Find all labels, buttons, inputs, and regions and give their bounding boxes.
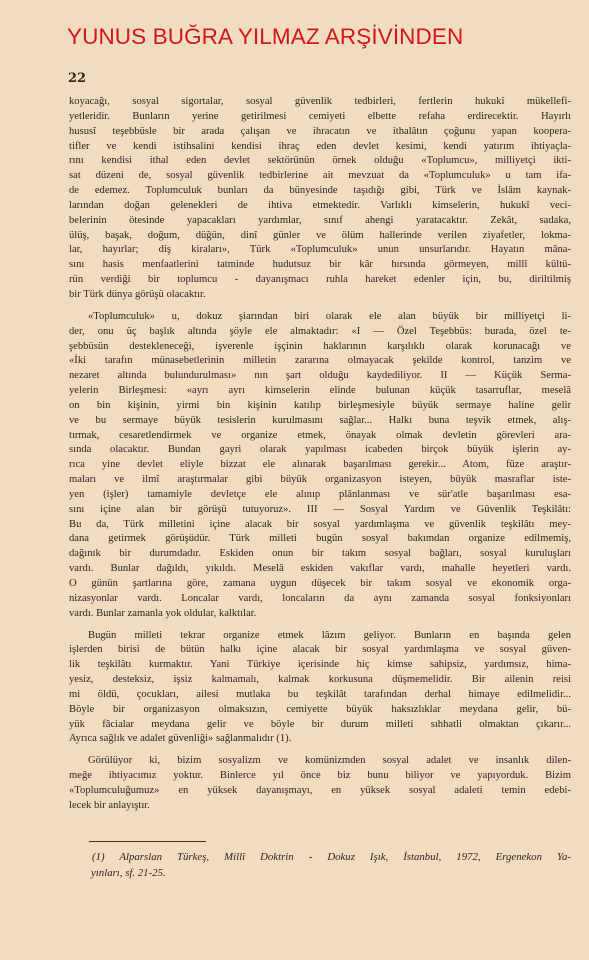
text-line: yelerin Birleşmesi: «ayrı ayrı kimselerin elinde bulunan küçük tasarruflar, meselâ bbox=[69, 385, 571, 397]
text-line: rını kendisi ithal eden devlet sektörünün örnek olduğu «Toplumcu», milliyetçi ikti- bbox=[69, 155, 571, 167]
text-line: rün verdiği bir toplumcu - dayanışmacı ruhla hareket edenler için, bu, diriltilmiş bbox=[69, 274, 571, 286]
text-line: dağınık bir durumdadır. Eskiden onun bir takım sosyal bağları, sosyal kuruluşları bbox=[69, 548, 571, 560]
text-line: Böyle bir organizasyon olmaksızın, cemiyette büyük haksızlıklar meydana gelir, bü- bbox=[69, 703, 571, 715]
text-line: larından doğan gelenekleri de ihtiva etmektedir. Varlıklı kimselerin, hukukî veci- bbox=[69, 199, 571, 211]
paragraph bbox=[69, 754, 571, 813]
text-line: lik teşkilâtı kurmaktır. Yani Türkiye içerisinde hiç kimse sahipsiz, yardımsız, hima- bbox=[69, 659, 571, 671]
text-line: mi öldü, çocukları, ailesi mutlaka bu teşkilât tarafından derhal himaye edilmelidir... bbox=[69, 688, 571, 700]
text-line: yetleridir. Bunların yerine getirilmesi cemiyeti elbette refaha erdirecektir. Hayırlı bbox=[69, 110, 571, 122]
text-line: de edemez. Toplumculuk bunları da bünyesinde taşıdığı gibi, Türk ve İslâm kaynak- bbox=[69, 185, 571, 197]
text-line: dana getirmek görüşüdür. Türk milleti bugün sosyal bakımdan organize edilmemiş, bbox=[69, 533, 571, 545]
paragraph bbox=[69, 629, 571, 748]
text-line: yen (işler) tamamiyle devletçe ele alınıp plânlanması ve sür'atle başarılması esa- bbox=[69, 488, 571, 500]
body-text bbox=[69, 95, 571, 814]
text-line: on bin kişinin, yirmi bin kişinin katılıp birleşmesiyle büyük sermaye haline gelir bbox=[69, 399, 571, 411]
text-line: belerinin ötesinde yapacakları yardımlar, sınıf ahengi yaratacaktır. Zekât, sadaka, bbox=[69, 214, 571, 226]
paragraph-gap bbox=[69, 303, 571, 310]
footnote-line: (1) Alparslan Türkeş, Millî Doktrin - Dokuz Işık, İstanbul, 1972, Ergenekon Ya- bbox=[92, 851, 571, 863]
text-line: «İki tarafın münasebetlerinin milletin zararına olmayacak şekilde kontrol, tanzim ve bbox=[69, 355, 571, 367]
text-line: O günün şartlarına göre, zamana uygun düşecek bir takım sosyal ve ekonomik orga- bbox=[69, 578, 571, 589]
text-line: Bu da, Türk milletini içine alacak bir sosyal yardımlaşma ve güvenlik teşkilâtı mey- bbox=[69, 518, 571, 530]
text-line: ülüş, başak, doğum, düğün, dinî günler ve ölüm hallerinde verilen ziyafetler, lokma- bbox=[69, 229, 571, 241]
text-line: meğe ihtiyacımız yoktur. Binlerce yıl önce biz bunu biliyor ve yapıyorduk. Bizim bbox=[69, 770, 571, 782]
text-line: der, onu üç başlık altında şöyle ele almaktadır: «I — Özel Teşebbüs: burada, özel te- bbox=[69, 325, 571, 337]
text-line: lecek bir anlayıştır. bbox=[69, 799, 150, 811]
text-line: lar, hayırlar; diş kiraları», Türk «Toplumculuk» unun unsurlarıdır. Hayatın mâna- bbox=[69, 244, 571, 256]
text-line: yesiz, desteksiz, işsiz kalmamalı, kalmak korkusuna düşmemelidir. Bir ailenin reisi bbox=[69, 674, 571, 686]
text-line: işlerden birisi de bütün halkı içine alacak bir sosyal yardımlaşma ve sosyal güven- bbox=[69, 644, 571, 656]
text-line: koyacağı, sosyal sigortalar, sosyal güvenlik tedbirleri, fertlerin hukukî mükellefi- bbox=[69, 96, 571, 107]
text-line: ve bu sermaye büyük tesislerin kurulmasını sağlar... Halkı buna teşvik etmek, alış- bbox=[69, 414, 571, 426]
text-line: «Toplumculuğumuz» en yüksek dayanışmayı, en yüksek sosyal adaleti temin edebi- bbox=[69, 784, 571, 796]
paragraph bbox=[69, 95, 571, 303]
paragraph-gap bbox=[69, 747, 571, 754]
text-line: tifler ve kendi istihsalini kendisi ihraç eden devlet kesimi, kendi yatırım ihtiyaçla- bbox=[69, 140, 571, 152]
text-line: şebbüsün destekleneceği, işverenle işçinin haklarının karşılıklı olarak korunacağı ve bbox=[69, 340, 571, 352]
text-line: nizasyonlar vardı. Loncalar vardı, loncaların da aynı zamanda sosyal fonksiyonları bbox=[69, 592, 571, 604]
archive-watermark: YUNUS BUĞRA YILMAZ ARŞİVİNDEN bbox=[67, 24, 464, 49]
text-line: «Toplumculuk» u, dokuz şiarından biri olarak ele alan büyük bir milliyetçi li- bbox=[88, 310, 571, 322]
text-line: sını hasis menfaatlerini tatminde hudutsuz bir kâr hırsında görmeyen, millî kültü- bbox=[69, 259, 571, 271]
text-line: vardı. Bunlar zamanla yok oldular, kalktılar. bbox=[69, 607, 257, 619]
footnote bbox=[92, 849, 571, 881]
text-line: rıca yine devlet eliyle bizzat ele alınarak başarılması gerekir... Atom, füze araştır- bbox=[69, 459, 571, 471]
text-line: vardı. Bunlar dağıldı, yıkıldı. Meselâ eskiden vakıflar vardı, mahalle heyetleri vardı. bbox=[69, 563, 571, 575]
text-line: nezaret altında bulundurulması» nın şart olduğu kaydediliyor. II — Küçük Serma- bbox=[69, 370, 571, 382]
text-line: tırmak, cesaretlendirmek ve organize etmek, önayak olmak devletin görevleri ara- bbox=[69, 429, 571, 441]
page-number: 22 bbox=[68, 71, 87, 86]
text-line: sını içine alan bir görüşü tutuyoruz». III — Sosyal Yardım ve Güvenlik Teşkilâtı: bbox=[69, 503, 571, 515]
footnote-line: yınları, sf. 21-25. bbox=[91, 867, 166, 879]
text-line: Bugün milleti tekrar organize etmek lâzım geliyor. Bunların en başında gelen bbox=[88, 629, 571, 641]
paragraph bbox=[69, 310, 571, 622]
text-line: yük fâcialar meydana gelir ve böyle bir durum milleti sıhhatli olmaktan çıkarır... bbox=[69, 718, 571, 730]
footnote-divider bbox=[89, 841, 206, 842]
text-line: maları ve ilmî araştırmalar gibi büyük organizasyon isteyen, büyük masraflar iste- bbox=[69, 474, 571, 486]
text-line: Görülüyor ki, bizim sosyalizm ve komünizmden sosyal adalet ve insanlık dilen- bbox=[88, 755, 571, 767]
paragraph-gap bbox=[69, 622, 571, 629]
text-line: hususî teşebbüsle bir arada çalışan ve ihracatın ve ithalâtın çoğunu yapan koopera- bbox=[69, 125, 571, 137]
text-line: sat düzeni de, sosyal güvenlik tedbirlerine ait mevzuat da «Toplumculuk» u tam ifa- bbox=[69, 170, 571, 182]
text-line: bir Türk dünya görüşü olacaktır. bbox=[69, 288, 206, 300]
text-line: sında olacaktır. Bundan gayri olarak yapılması icabeden birçok büyük işlerin ay- bbox=[69, 444, 571, 456]
text-line: Ayrıca sağlık ve adalet güvenliği» sağlanmalıdır (1). bbox=[69, 733, 292, 745]
